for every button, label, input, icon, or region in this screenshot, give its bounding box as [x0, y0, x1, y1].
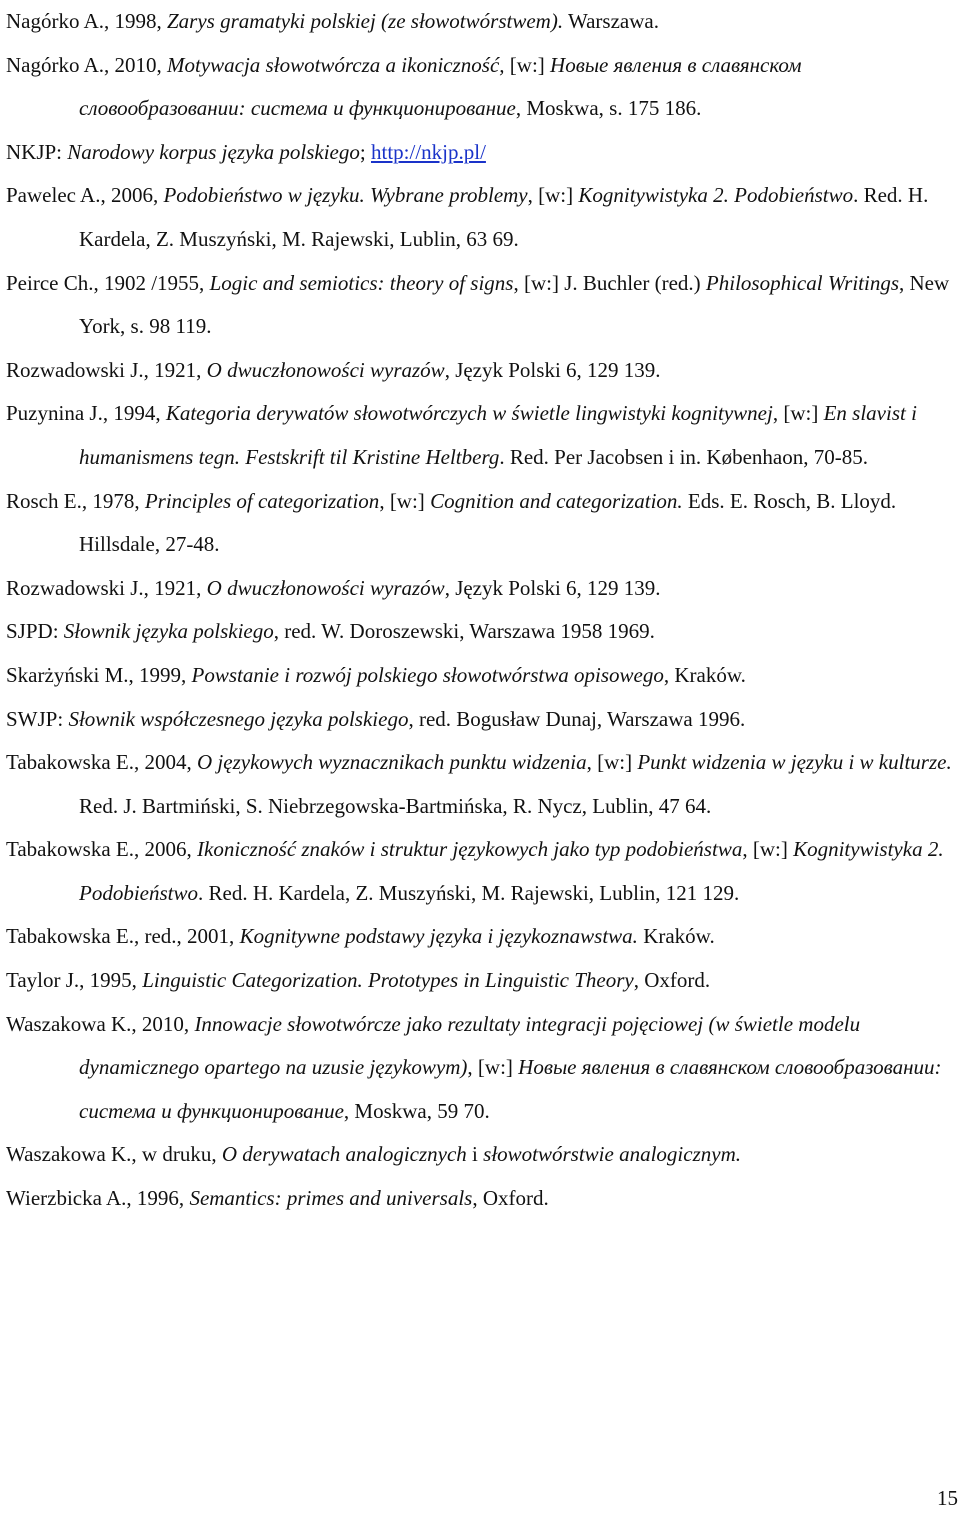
- entry-title: Kognitywistyka 2. Podobieństwo: [578, 183, 854, 208]
- entry-text: Waszakowa K., w druku,: [6, 1142, 222, 1167]
- entry-text: i: [466, 1142, 484, 1167]
- bibliography-entry: [6, 959, 956, 1003]
- bibliography-entry: [6, 392, 956, 479]
- entry-text: Wierzbicka A., 1996,: [6, 1186, 190, 1211]
- entry-text: Waszakowa K., 2010,: [6, 1011, 195, 1036]
- entry-title: Linguistic Categorization. Prototypes in Linguistic Theory: [142, 968, 634, 993]
- entry-text: , [w:]: [742, 837, 794, 862]
- entry-text: , Język Polski 6, 129 139.: [444, 575, 661, 600]
- entry-title: O językowych wyznacznikach punktu widzenia: [197, 750, 587, 775]
- entry-text: . Red. H. Kardela, Z. Muszyński, M. Rajewski, Lublin, 121 129.: [198, 880, 740, 905]
- entry-text: Nagórko A., 2010,: [6, 52, 167, 77]
- bibliography-entry: [6, 828, 956, 915]
- entry-text: , [w:]: [527, 183, 579, 208]
- entry-text: ;: [359, 139, 371, 164]
- entry-text: Skarżyński M., 1999,: [6, 662, 192, 687]
- bibliography-list: [6, 0, 956, 1221]
- entry-title: Ikoniczność znaków i struktur językowych jako typ podobieństwa: [197, 837, 743, 862]
- entry-title: Новые явления в славянском словообразовании: система и функционирование: [79, 1055, 942, 1123]
- entry-text: Peirce Ch., 1902 /1955,: [6, 270, 210, 295]
- entry-title: O derywatach analogicznych: [221, 1142, 467, 1167]
- entry-title: Principles of categorization: [144, 488, 380, 513]
- entry-text: SWJP:: [6, 706, 69, 731]
- bibliography-entry: [6, 480, 956, 567]
- bibliography-entry: [6, 567, 956, 611]
- entry-text: , Oxford.: [472, 1186, 549, 1211]
- entry-text: , [w:]: [379, 488, 431, 513]
- bibliography-entry: [6, 610, 956, 654]
- entry-title: słowotwórstwie analogicznym.: [483, 1142, 741, 1167]
- entry-link[interactable]: http://nkjp.pl/: [370, 139, 486, 164]
- entry-title: En slavist i humanismens tegn. Festskrift til Kristine Heltberg: [79, 401, 917, 469]
- bibliography-entry: [6, 44, 956, 131]
- page-number: 15: [937, 1486, 958, 1510]
- entry-text: Rosch E., 1978,: [6, 488, 145, 513]
- entry-text: , [w:]: [467, 1055, 519, 1080]
- entry-text: Puzynina J., 1994,: [6, 401, 166, 426]
- bibliography-entry: [6, 915, 956, 959]
- entry-title: Słownik języka polskiego: [63, 619, 274, 644]
- bibliography-entry: [6, 349, 956, 393]
- entry-title: Philosophical Writings: [705, 270, 899, 295]
- entry-title: Podobieństwo w języku. Wybrane problemy: [163, 183, 528, 208]
- bibliography-entry: [6, 131, 956, 175]
- entry-text: Tabakowska E., 2004,: [6, 750, 197, 775]
- entry-title: Powstanie i rozwój polskiego słowotwórstwa opisowego: [191, 662, 664, 687]
- entry-text: , [w:] J. Buchler (red.): [513, 270, 706, 295]
- entry-text: Taylor J., 1995,: [6, 968, 143, 993]
- entry-title: Новые явления в славянском словообразовании: система и функционирование: [79, 52, 802, 121]
- entry-text: Eds. E. Rosch, B. Lloyd. Hillsdale, 27-48.: [79, 488, 897, 557]
- bibliography-entry: [6, 654, 956, 698]
- entry-text: , New York, s. 98 119.: [79, 270, 950, 339]
- entry-text: , Język Polski 6, 129 139.: [444, 357, 661, 382]
- bibliography-entry: [6, 174, 956, 261]
- bibliography-entry: [6, 0, 956, 44]
- entry-text: Red. J. Bartmiński, S. Niebrzegowska-Bartmińska, R. Nycz, Lublin, 47 64.: [79, 793, 712, 818]
- entry-text: Tabakowska E., 2006,: [6, 837, 197, 862]
- entry-text: , Oxford.: [633, 968, 711, 993]
- entry-text: Rozwadowski J., 1921,: [6, 357, 207, 382]
- entry-text: [w:]: [504, 52, 551, 77]
- entry-text: SJPD:: [6, 619, 64, 644]
- entry-text: . Red. H. Kardela, Z. Muszyński, M. Rajewski, Lublin, 63 69.: [79, 183, 929, 251]
- entry-text: Pawelec A., 2006,: [6, 183, 164, 208]
- entry-text: , red. W. Doroszewski, Warszawa 1958 1969.: [273, 619, 655, 644]
- bibliography-entry: [6, 741, 956, 828]
- entry-title: Semantics: primes and universals: [189, 1186, 473, 1211]
- entry-text: NKJP:: [6, 139, 68, 164]
- bibliography-entry: [6, 1177, 956, 1221]
- bibliography-entry: [6, 1133, 956, 1177]
- entry-text: , Moskwa, s. 175 186.: [515, 96, 702, 121]
- entry-text: , Moskwa, 59 70.: [343, 1098, 490, 1123]
- entry-title: Zarys gramatyki polskiej (ze słowotwórstwem).: [167, 9, 564, 33]
- entry-title: Logic and semiotics: theory of signs: [209, 270, 514, 295]
- entry-title: Kognitywistyka 2. Podobieństwo: [79, 837, 944, 905]
- entry-title: Motywacja słowotwórcza a ikoniczność,: [167, 52, 505, 77]
- entry-title: Cognition and categorization.: [430, 488, 683, 513]
- bibliography-entry: [6, 698, 956, 742]
- entry-title: Punkt widzenia w języku i w kulturze.: [637, 750, 952, 775]
- entry-title: Narodowy korpus języka polskiego: [67, 139, 360, 164]
- entry-title: O dwuczłonowości wyrazów: [206, 575, 445, 600]
- entry-text: Tabakowska E., red., 2001,: [6, 924, 240, 949]
- bibliography-entry: [6, 262, 956, 349]
- entry-title: Słownik współczesnego języka polskiego: [68, 706, 409, 731]
- entry-text: , [w:]: [772, 401, 824, 426]
- entry-title: Innowacje słowotwórcze jako rezultaty integracji pojęciowej (w świetle modelu dynamicznego opartego na uzusie językowym): [79, 1011, 861, 1080]
- entry-text: Rozwadowski J., 1921,: [6, 575, 207, 600]
- entry-text: Warszawa.: [563, 9, 659, 33]
- entry-text: . Red. Per Jacobsen i in. Københaon, 70-85.: [499, 444, 868, 469]
- entry-text: , Kraków.: [663, 662, 746, 687]
- entry-title: Kategoria derywatów słowotwórczych w świetle lingwistyki kognitywnej: [165, 401, 773, 426]
- entry-title: Kognitywne podstawy języka i językoznawstwa.: [239, 924, 638, 949]
- entry-text: Kraków.: [637, 924, 715, 949]
- entry-text: Nagórko A., 1998,: [6, 9, 167, 33]
- entry-text: , [w:]: [586, 750, 638, 775]
- bibliography-entry: [6, 1003, 956, 1134]
- entry-text: , red. Bogusław Dunaj, Warszawa 1996.: [408, 706, 746, 731]
- entry-title: O dwuczłonowości wyrazów: [206, 357, 445, 382]
